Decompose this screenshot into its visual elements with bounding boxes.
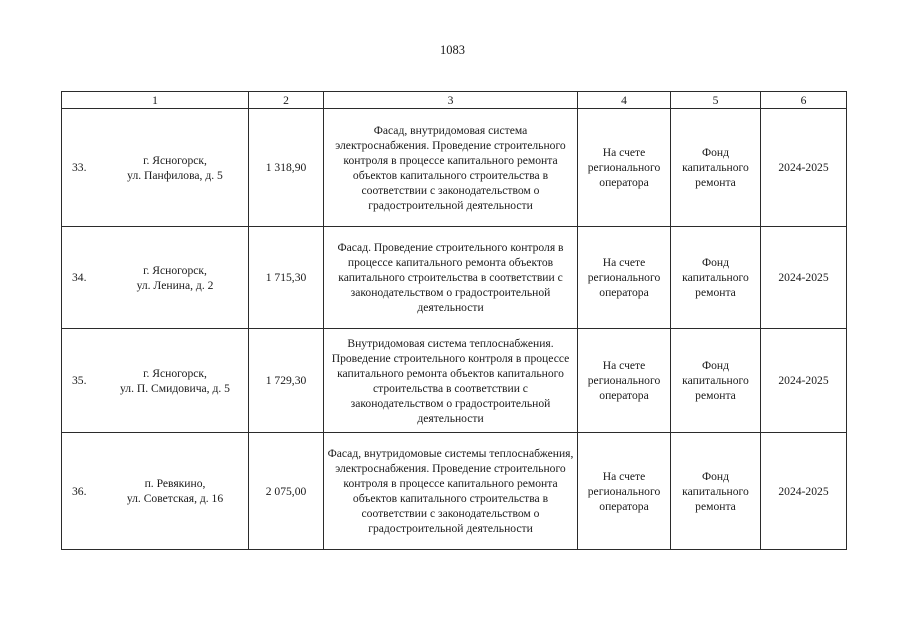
table-row xyxy=(62,227,847,329)
page-number: 1083 xyxy=(440,43,465,57)
address-cell xyxy=(62,329,249,433)
period-cell: 2024-2025 xyxy=(761,227,847,329)
address-line-2: ул. П. Смидовича, д. 5 xyxy=(120,381,230,395)
area-cell: 2 075,00 xyxy=(249,433,324,550)
funding-line-2: регионального xyxy=(587,161,661,174)
works-cell: Внутридомовая система теплоснабжения. Проведение строительного контроля в процессе капитального ремонта объектов капитального строительства в соответствии с законодательством о градостроительной деятельности xyxy=(324,329,578,433)
fund-line-1: Фонд xyxy=(701,146,730,159)
column-header-2: 2 xyxy=(249,92,324,109)
funding-cell xyxy=(578,329,671,433)
funding-line-3: оператора xyxy=(599,286,649,299)
column-header-3: 3 xyxy=(324,92,578,109)
address-line-1: п. Ревякино, xyxy=(144,477,206,490)
fund-line-3: ремонта xyxy=(695,499,736,513)
column-header-1: 1 xyxy=(62,92,249,109)
table-row xyxy=(62,433,847,550)
fund-cell xyxy=(671,109,761,227)
works-cell: Фасад. Проведение строительного контроля в процессе капитального ремонта объектов капитального строительства в соответствии с законодательством о градостроительной деятельности xyxy=(324,227,578,329)
works-cell: Фасад, внутридомовые системы теплоснабжения, электроснабжения. Проведение строительного контроля в процессе капитального ремонта объектов капитального строительства в соответствии с законодательством о градостроительной деятельности xyxy=(324,433,578,550)
fund-line-1: Фонд xyxy=(701,256,730,269)
row-number: 35. xyxy=(72,374,87,387)
table-header-row xyxy=(62,92,847,109)
funding-line-3: оператора xyxy=(599,499,649,513)
fund-line-2: капитального xyxy=(682,484,749,498)
address-cell xyxy=(62,227,249,329)
row-number: 34. xyxy=(72,271,87,284)
address-cell xyxy=(62,109,249,227)
funding-line-1: На счете xyxy=(602,256,646,269)
fund-cell xyxy=(671,329,761,433)
fund-line-3: ремонта xyxy=(695,286,736,299)
fund-line-2: капитального xyxy=(682,374,749,387)
area-cell: 1 729,30 xyxy=(249,329,324,433)
address-line-2: ул. Ленина, д. 2 xyxy=(136,278,214,292)
table-row xyxy=(62,109,847,227)
funding-line-3: оператора xyxy=(599,389,649,402)
period-cell: 2024-2025 xyxy=(761,109,847,227)
address-line-1: г. Ясногорск, xyxy=(143,153,207,167)
funding-line-2: регионального xyxy=(587,271,661,284)
funding-line-1: На счете xyxy=(602,469,646,483)
column-header-4: 4 xyxy=(578,92,671,109)
funding-cell xyxy=(578,433,671,550)
column-header-6: 6 xyxy=(761,92,847,109)
fund-cell xyxy=(671,433,761,550)
area-cell: 1 715,30 xyxy=(249,227,324,329)
address-cell xyxy=(62,433,249,550)
funding-line-3: оператора xyxy=(599,176,649,189)
funding-line-1: На счете xyxy=(602,146,646,159)
fund-line-1: Фонд xyxy=(701,469,730,483)
funding-cell xyxy=(578,109,671,227)
address-line-2: ул. Панфилова, д. 5 xyxy=(127,168,223,182)
period-cell: 2024-2025 xyxy=(761,433,847,550)
column-header-5: 5 xyxy=(671,92,761,109)
works-cell: Фасад, внутридомовая система электроснабжения. Проведение строительного контроля в процессе капитального ремонта объектов капитального строительства в соответствии с законодательством о градостроительной деятельности xyxy=(324,109,578,227)
funding-line-2: регионального xyxy=(587,374,661,387)
address-line-2: ул. Советская, д. 16 xyxy=(126,492,224,505)
funding-line-1: На счете xyxy=(602,359,646,372)
fund-line-1: Фонд xyxy=(701,359,730,372)
fund-line-3: ремонта xyxy=(695,389,736,402)
row-number: 33. xyxy=(72,161,87,174)
capital-repair-table xyxy=(61,91,847,550)
area-cell: 1 318,90 xyxy=(249,109,324,227)
table-row xyxy=(62,329,847,433)
fund-line-3: ремонта xyxy=(695,176,736,189)
period-cell: 2024-2025 xyxy=(761,329,847,433)
fund-cell xyxy=(671,227,761,329)
funding-line-2: регионального xyxy=(587,484,661,498)
fund-line-2: капитального xyxy=(682,161,749,174)
fund-line-2: капитального xyxy=(682,271,749,284)
funding-cell xyxy=(578,227,671,329)
address-line-1: г. Ясногорск, xyxy=(143,263,207,277)
address-line-1: г. Ясногорск, xyxy=(143,366,207,380)
row-number: 36. xyxy=(72,484,87,498)
